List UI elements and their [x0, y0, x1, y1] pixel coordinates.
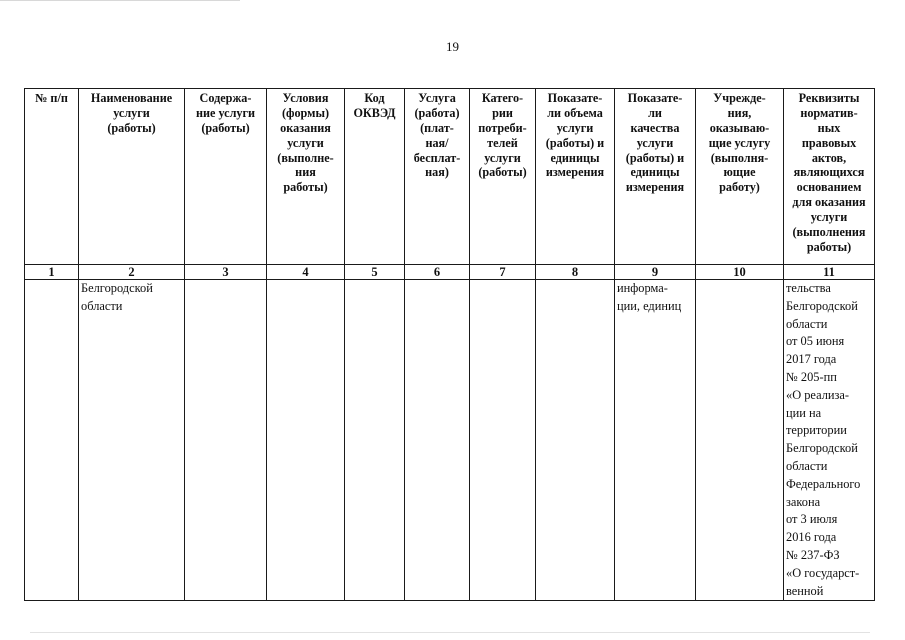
header-line: щие услугу	[708, 135, 771, 150]
header-line: ОКВЭД	[353, 105, 396, 120]
header-line: являющихся	[793, 165, 865, 180]
column-header-1	[25, 89, 79, 265]
header-line: ющие	[723, 165, 756, 180]
header-line: ние услуги	[195, 105, 256, 120]
header-line: ния	[295, 165, 316, 180]
header-line: основанием	[796, 180, 862, 195]
header-line: (работы) и	[625, 150, 685, 165]
header-line: (работы)	[478, 165, 527, 180]
column-number-1: 1	[25, 265, 79, 280]
column-header-11	[784, 89, 875, 265]
header-line: (работа)	[414, 105, 460, 120]
column-number-9: 9	[615, 265, 696, 280]
header-line: ли	[648, 105, 662, 120]
table-cell-10	[696, 280, 784, 601]
page-number: 19	[446, 39, 459, 54]
cell-line: Белгородской	[81, 281, 153, 295]
table-cell-9	[615, 280, 696, 601]
header-line: Код	[364, 91, 385, 105]
column-number-8: 8	[536, 265, 615, 280]
cell-line: 2017 года	[786, 352, 837, 367]
table-cell-5	[345, 280, 405, 601]
column-number-row	[25, 265, 875, 280]
cell-line: области	[786, 316, 828, 331]
cell-line: территории	[786, 423, 847, 438]
column-number-11: 11	[784, 265, 875, 280]
cell-line: области	[786, 458, 828, 473]
table-cell-6	[405, 280, 470, 601]
header-line: (плат-	[420, 120, 454, 135]
cell-line: ции, единиц	[617, 298, 682, 313]
table-row	[25, 280, 875, 601]
header-line: (выполня-	[710, 150, 769, 165]
column-header-7	[470, 89, 536, 265]
header-line: единицы	[550, 150, 600, 165]
header-line: Показате-	[547, 91, 603, 105]
header-line: качества	[630, 120, 680, 135]
cell-line: области	[81, 298, 123, 313]
header-line: № п/п	[35, 91, 68, 105]
header-line: оказываю-	[709, 120, 770, 135]
header-line: телей	[487, 135, 518, 150]
column-number-3: 3	[185, 265, 267, 280]
header-line: услуги	[556, 120, 594, 135]
header-line: работы)	[806, 239, 852, 254]
cell-line: Белгородской	[786, 298, 858, 313]
column-header-8	[536, 89, 615, 265]
header-line: Катего-	[481, 91, 524, 105]
header-line: Показате-	[627, 91, 683, 105]
header-line: услуги	[810, 210, 848, 224]
header-line: ния,	[727, 105, 752, 120]
scan-edge-line	[0, 0, 240, 1]
header-line: норматив-	[800, 105, 858, 120]
header-line: работу)	[719, 180, 760, 195]
table-cell-1	[25, 280, 79, 601]
header-line: услуги	[113, 105, 150, 120]
cell-line: № 205-пп	[786, 369, 837, 384]
header-line: Учрежде-	[713, 91, 766, 105]
header-line: (выполнения	[792, 224, 866, 239]
cell-line: Белгородской	[786, 441, 858, 456]
column-number-7: 7	[470, 265, 536, 280]
column-number-2: 2	[79, 265, 185, 280]
header-line: ных	[817, 120, 841, 135]
header-line: ная/	[425, 135, 449, 150]
cell-line: закона	[786, 494, 821, 509]
table-cell-3	[185, 280, 267, 601]
header-line: услуги	[636, 135, 674, 150]
header-line: измерения	[545, 165, 605, 180]
header-line: работы)	[283, 180, 328, 195]
header-line: рии	[492, 105, 513, 120]
table-cell-4	[267, 280, 345, 601]
cell-line: 2016 года	[786, 530, 837, 545]
header-line: потреби-	[478, 120, 527, 135]
table-cell-2	[79, 280, 185, 601]
scan-edge-line-bottom	[30, 632, 870, 633]
column-header-10	[696, 89, 784, 265]
header-line: Наименование	[90, 91, 173, 105]
column-number-5: 5	[345, 265, 405, 280]
header-line: бесплат-	[413, 150, 461, 165]
cell-line: Федерального	[786, 476, 861, 491]
header-line: (работы)	[201, 120, 250, 135]
cell-line: информа-	[617, 281, 668, 295]
header-line: единицы	[630, 165, 680, 180]
header-line: Условия	[282, 91, 329, 105]
cell-line: от 05 июня	[786, 334, 845, 349]
header-line: измерения	[625, 180, 685, 195]
column-header-5	[345, 89, 405, 265]
column-number-4: 4	[267, 265, 345, 280]
header-line: Содержа-	[199, 91, 252, 105]
cell-line: № 237-ФЗ	[786, 547, 840, 562]
header-line: (работы)	[107, 120, 156, 135]
header-row	[25, 89, 875, 265]
cell-line: «О государст-	[786, 565, 860, 580]
header-line: для оказания	[792, 195, 866, 210]
header-line: ная)	[425, 165, 449, 180]
header-line: услуги	[287, 135, 324, 150]
header-line: (работы) и	[545, 135, 605, 150]
header-line: (формы)	[281, 105, 330, 120]
header-line: Реквизиты	[798, 91, 860, 105]
cell-line: венной	[786, 583, 824, 598]
column-header-6	[405, 89, 470, 265]
column-header-9	[615, 89, 696, 265]
cell-line: «О реализа-	[786, 387, 850, 402]
table-cell-8	[536, 280, 615, 601]
table-cell-7	[470, 280, 536, 601]
cell-line: тельства	[786, 281, 831, 295]
column-header-3	[185, 89, 267, 265]
header-line: актов,	[811, 150, 847, 165]
cell-line: ции на	[786, 405, 822, 420]
header-line: услуги	[484, 150, 521, 165]
header-line: (выполне-	[277, 150, 334, 165]
header-line: Услуга	[418, 91, 456, 105]
column-number-6: 6	[405, 265, 470, 280]
services-table	[24, 88, 875, 601]
column-number-10: 10	[696, 265, 784, 280]
cell-line: от 3 июля	[786, 512, 838, 527]
table-cell-11	[784, 280, 875, 601]
header-line: правовых	[801, 135, 857, 150]
column-header-4	[267, 89, 345, 265]
header-line: оказания	[280, 120, 331, 135]
column-header-2	[79, 89, 185, 265]
header-line: ли объема	[547, 105, 603, 120]
